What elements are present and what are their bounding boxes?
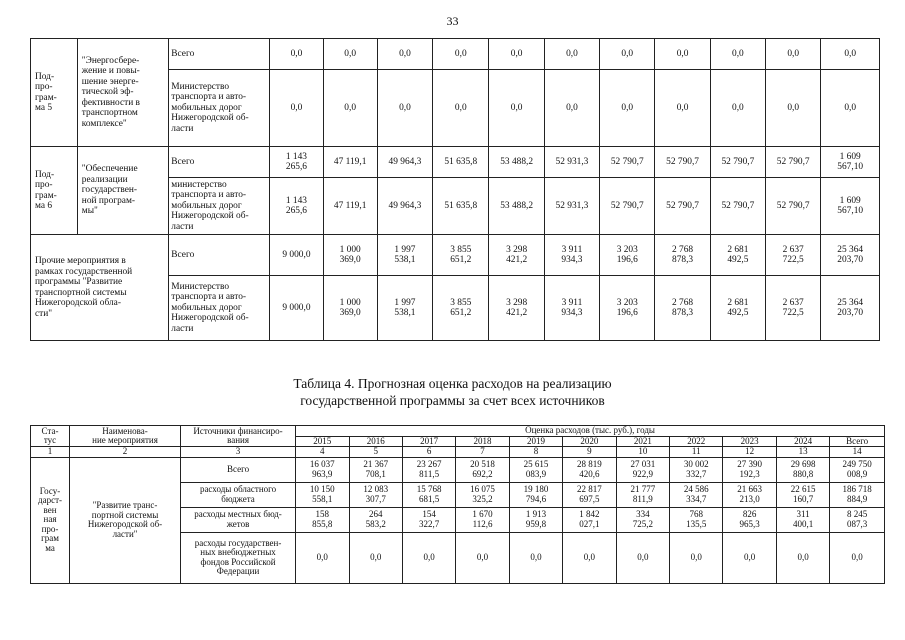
funding-source: министерство транспорта и авто- мобильных дорог Нижегородской об- ласти — [169, 178, 270, 235]
header-year: 2020 — [563, 436, 616, 447]
value-cell: 2 637 722,5 — [766, 235, 821, 276]
value-cell: 1 143 265,6 — [270, 178, 323, 235]
value-cell: 23 267 811,5 — [402, 457, 455, 482]
value-cell: 3 203 196,6 — [600, 235, 655, 276]
program-label: Под- про- грам- ма 6 — [31, 147, 78, 235]
value-cell: 3 298 421,2 — [489, 235, 544, 276]
value-cell: 20 518 692,2 — [456, 457, 509, 482]
value-cell: 0,0 — [456, 532, 509, 583]
header-year: 2015 — [296, 436, 349, 447]
column-number: 12 — [723, 447, 776, 458]
program-name: Прочие мероприятия в рамках государственной программы "Развитие транспортной системы Нижегородской обла- сти" — [31, 235, 169, 341]
value-cell: 47 119,1 — [323, 147, 377, 178]
value-cell: 22 615 160,7 — [776, 482, 829, 507]
table-caption: Таблица 4. Прогнозная оценка расходов на реализацию государственной программы за счет всех источников — [293, 376, 612, 408]
value-cell: 1 000 369,0 — [323, 235, 377, 276]
value-cell: 0,0 — [766, 39, 821, 70]
value-cell: 0,0 — [616, 532, 669, 583]
value-cell: 25 364 203,70 — [821, 276, 880, 341]
table-row — [31, 39, 880, 70]
value-cell: 1 913 959,8 — [509, 507, 562, 532]
column-number: 13 — [776, 447, 829, 458]
value-cell: 29 698 880,8 — [776, 457, 829, 482]
column-number: 7 — [456, 447, 509, 458]
value-cell: 22 817 697,5 — [563, 482, 616, 507]
value-cell: 0,0 — [563, 532, 616, 583]
value-cell: 3 911 934,3 — [544, 235, 599, 276]
header-year: Всего — [830, 436, 885, 447]
value-cell: 9 000,0 — [270, 235, 323, 276]
value-cell: 826 965,3 — [723, 507, 776, 532]
value-cell: 15 768 681,5 — [402, 482, 455, 507]
value-cell: 16 075 325,2 — [456, 482, 509, 507]
value-cell: 52 790,7 — [766, 147, 821, 178]
value-cell: 1 609 567,10 — [821, 178, 880, 235]
value-cell: 0,0 — [270, 39, 323, 70]
funding-source: Всего — [181, 457, 296, 482]
header-year: 2021 — [616, 436, 669, 447]
header-estimate: Оценка расходов (тыс. руб.), годы — [296, 426, 885, 437]
value-cell: 3 855 651,2 — [433, 276, 489, 341]
value-cell: 52 790,7 — [710, 178, 765, 235]
value-cell: 51 635,8 — [433, 147, 489, 178]
value-cell: 3 911 934,3 — [544, 276, 599, 341]
value-cell: 24 586 334,7 — [670, 482, 723, 507]
value-cell: 264 583,2 — [349, 507, 402, 532]
value-cell: 28 819 420,6 — [563, 457, 616, 482]
value-cell: 311 400,1 — [776, 507, 829, 532]
program-label: Под- про- грам- ма 5 — [31, 39, 78, 147]
value-cell: 27 390 192,3 — [723, 457, 776, 482]
value-cell: 52 790,7 — [655, 178, 710, 235]
budget-table-continued — [30, 38, 880, 341]
value-cell: 2 768 878,3 — [655, 276, 710, 341]
value-cell: 186 718 884,9 — [830, 482, 885, 507]
header-source: Источники финансиро- вания — [181, 426, 296, 447]
column-number: 1 — [31, 447, 70, 458]
table-row — [31, 235, 880, 276]
column-number: 9 — [563, 447, 616, 458]
value-cell: 0,0 — [544, 70, 599, 147]
column-number: 2 — [70, 447, 181, 458]
column-number: 14 — [830, 447, 885, 458]
value-cell: 21 367 708,1 — [349, 457, 402, 482]
value-cell: 52 790,7 — [655, 147, 710, 178]
value-cell: 0,0 — [821, 39, 880, 70]
funding-source: Министерство транспорта и авто- мобильных дорог Нижегородской об- ласти — [169, 276, 270, 341]
value-cell: 0,0 — [723, 532, 776, 583]
funding-source: расходы местных бюд- жетов — [181, 507, 296, 532]
value-cell: 0,0 — [270, 70, 323, 147]
value-cell: 0,0 — [600, 70, 655, 147]
value-cell: 154 322,7 — [402, 507, 455, 532]
column-number: 11 — [670, 447, 723, 458]
program-name: "Энергосбере- жение и повы- шение энерге- тической эф- фективности в транспортном комплексе" — [77, 39, 168, 147]
value-cell: 3 855 651,2 — [433, 235, 489, 276]
funding-source: расходы областного бюджета — [181, 482, 296, 507]
value-cell: 12 083 307,7 — [349, 482, 402, 507]
value-cell: 49 964,3 — [377, 178, 432, 235]
value-cell: 0,0 — [821, 70, 880, 147]
header-status: Ста- тус — [31, 426, 70, 447]
value-cell: 0,0 — [377, 70, 432, 147]
value-cell: 1 609 567,10 — [821, 147, 880, 178]
funding-source: Министерство транспорта и авто- мобильных дорог Нижегородской об- ласти — [169, 70, 270, 147]
funding-source: расходы государствен- ных внебюджетных фондов Российской Федерации — [181, 532, 296, 583]
value-cell: 0,0 — [349, 532, 402, 583]
value-cell: 334 725,2 — [616, 507, 669, 532]
value-cell: 51 635,8 — [433, 178, 489, 235]
value-cell: 1 143 265,6 — [270, 147, 323, 178]
header-year: 2017 — [402, 436, 455, 447]
column-number: 10 — [616, 447, 669, 458]
header-year: 2023 — [723, 436, 776, 447]
value-cell: 27 031 922,9 — [616, 457, 669, 482]
header-year: 2016 — [349, 436, 402, 447]
value-cell: 0,0 — [433, 39, 489, 70]
value-cell: 0,0 — [296, 532, 349, 583]
column-number: 6 — [402, 447, 455, 458]
column-number: 3 — [181, 447, 296, 458]
program-name: "Обеспечение реализации государствен- ной програм- мы" — [77, 147, 168, 235]
value-cell: 21 777 811,9 — [616, 482, 669, 507]
value-cell: 0,0 — [433, 70, 489, 147]
value-cell: 0,0 — [710, 39, 765, 70]
value-cell: 0,0 — [670, 532, 723, 583]
value-cell: 25 364 203,70 — [821, 235, 880, 276]
value-cell: 30 002 332,7 — [670, 457, 723, 482]
value-cell: 0,0 — [489, 70, 544, 147]
value-cell: 52 790,7 — [710, 147, 765, 178]
value-cell: 0,0 — [830, 532, 885, 583]
column-number: 8 — [509, 447, 562, 458]
header-year: 2019 — [509, 436, 562, 447]
header-row — [31, 426, 885, 437]
funding-source: Всего — [169, 39, 270, 70]
funding-source: Всего — [169, 235, 270, 276]
value-cell: 0,0 — [402, 532, 455, 583]
value-cell: 1 842 027,1 — [563, 507, 616, 532]
value-cell: 10 150 558,1 — [296, 482, 349, 507]
value-cell: 52 931,3 — [544, 147, 599, 178]
value-cell: 768 135,5 — [670, 507, 723, 532]
value-cell: 53 488,2 — [489, 178, 544, 235]
value-cell: 0,0 — [776, 532, 829, 583]
funding-source: Всего — [169, 147, 270, 178]
value-cell: 2 637 722,5 — [766, 276, 821, 341]
value-cell: 8 245 087,3 — [830, 507, 885, 532]
value-cell: 0,0 — [377, 39, 432, 70]
value-cell: 52 790,7 — [766, 178, 821, 235]
value-cell: 1 997 538,1 — [377, 235, 432, 276]
value-cell: 47 119,1 — [323, 178, 377, 235]
value-cell: 0,0 — [766, 70, 821, 147]
value-cell: 2 768 878,3 — [655, 235, 710, 276]
page-number: 33 — [446, 14, 459, 28]
value-cell: 2 681 492,5 — [710, 235, 765, 276]
value-cell: 0,0 — [655, 39, 710, 70]
value-cell: 19 180 794,6 — [509, 482, 562, 507]
value-cell: 0,0 — [600, 39, 655, 70]
table-row — [31, 457, 885, 482]
column-number: 5 — [349, 447, 402, 458]
value-cell: 1 000 369,0 — [323, 276, 377, 341]
value-cell: 1 670 112,6 — [456, 507, 509, 532]
value-cell: 52 931,3 — [544, 178, 599, 235]
value-cell: 0,0 — [509, 532, 562, 583]
value-cell: 21 663 213,0 — [723, 482, 776, 507]
value-cell: 0,0 — [655, 70, 710, 147]
value-cell: 0,0 — [489, 39, 544, 70]
header-name: Наименова- ние мероприятия — [70, 426, 181, 447]
table-row — [31, 147, 880, 178]
value-cell: 52 790,7 — [600, 147, 655, 178]
value-cell: 52 790,7 — [600, 178, 655, 235]
header-year: 2018 — [456, 436, 509, 447]
value-cell: 2 681 492,5 — [710, 276, 765, 341]
value-cell: 3 203 196,6 — [600, 276, 655, 341]
value-cell: 0,0 — [544, 39, 599, 70]
header-year: 2024 — [776, 436, 829, 447]
value-cell: 3 298 421,2 — [489, 276, 544, 341]
value-cell: 25 615 083,9 — [509, 457, 562, 482]
value-cell: 16 037 963,9 — [296, 457, 349, 482]
program-name: "Развитие транс- портной системы Нижегородской об- ласти" — [70, 457, 181, 583]
value-cell: 0,0 — [323, 39, 377, 70]
column-number: 4 — [296, 447, 349, 458]
value-cell: 0,0 — [710, 70, 765, 147]
value-cell: 1 997 538,1 — [377, 276, 432, 341]
value-cell: 9 000,0 — [270, 276, 323, 341]
column-numbers-row — [31, 447, 885, 458]
value-cell: 249 750 008,9 — [830, 457, 885, 482]
forecast-expenses-table — [30, 425, 885, 584]
value-cell: 49 964,3 — [377, 147, 432, 178]
header-year: 2022 — [670, 436, 723, 447]
value-cell: 158 855,8 — [296, 507, 349, 532]
value-cell: 53 488,2 — [489, 147, 544, 178]
value-cell: 0,0 — [323, 70, 377, 147]
status-cell: Госу- дарст- вен ная про- грам ма — [31, 457, 70, 583]
